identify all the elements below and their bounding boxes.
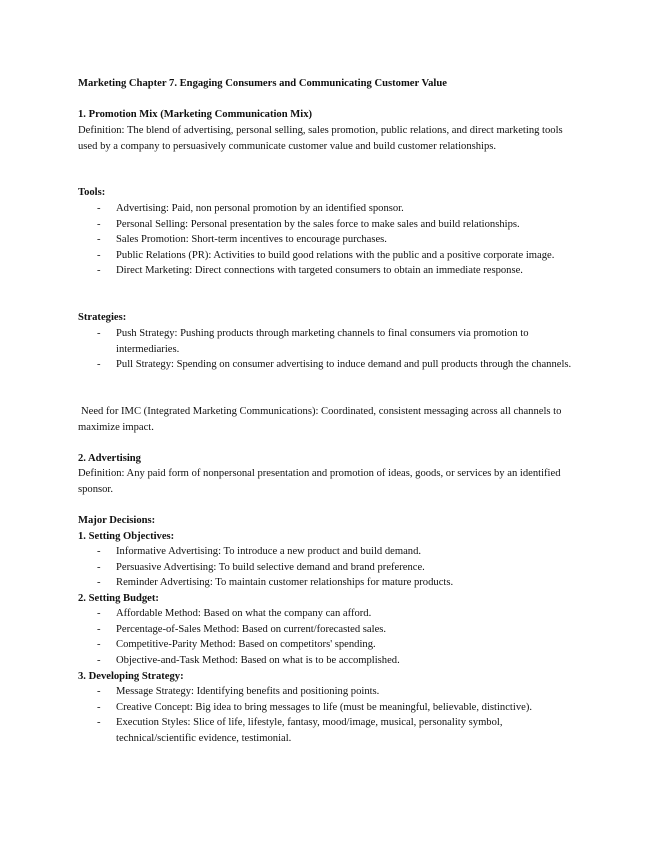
objectives-list bbox=[78, 544, 583, 591]
section-1-heading: 1. Promotion Mix (Marketing Communication Mix) bbox=[78, 109, 313, 120]
strategies-heading: Strategies: bbox=[78, 312, 127, 323]
list-item: - Pull Strategy: Spending on consumer advertising to induce demand and pull products through the channels. bbox=[78, 357, 583, 373]
tools-heading: Tools: bbox=[78, 187, 106, 198]
document-title: Marketing Chapter 7. Engaging Consumers and Communicating Customer Value bbox=[78, 78, 447, 89]
section-2-definition: Definition: Any paid form of nonpersonal presentation and promotion of ideas, goods, or services by an identified sponsor. bbox=[78, 468, 561, 495]
list-item: - Message Strategy: Identifying benefits and positioning points. bbox=[78, 684, 583, 700]
objectives-heading: 1. Setting Objectives: bbox=[78, 531, 175, 542]
list-item: - Informative Advertising: To introduce a new product and build demand. bbox=[78, 544, 583, 560]
list-item: - Affordable Method: Based on what the company can afford. bbox=[78, 606, 583, 622]
section-2-heading: 2. Advertising bbox=[78, 453, 141, 464]
tools-list bbox=[78, 201, 583, 279]
list-item: - Creative Concept: Big idea to bring messages to life (must be meaningful, believable, distinctive). bbox=[78, 700, 583, 716]
budget-list bbox=[78, 606, 583, 668]
list-item: - Public Relations (PR): Activities to build good relations with the public and a positive corporate image. bbox=[78, 248, 583, 264]
list-item: - Personal Selling: Personal presentation by the sales force to make sales and build relationships. bbox=[78, 217, 583, 233]
strategy-list bbox=[78, 684, 583, 746]
imc-note: Need for IMC (Integrated Marketing Communications): Coordinated, consistent messaging across all channels to maximize impact. bbox=[78, 406, 562, 433]
budget-heading: 2. Setting Budget: bbox=[78, 593, 159, 604]
list-item: - Competitive-Parity Method: Based on competitors' spending. bbox=[78, 637, 583, 653]
list-item: - Sales Promotion: Short-term incentives to encourage purchases. bbox=[78, 232, 583, 248]
list-item: - Direct Marketing: Direct connections with targeted consumers to obtain an immediate response. bbox=[78, 263, 583, 279]
list-item: - Persuasive Advertising: To build selective demand and brand preference. bbox=[78, 560, 583, 576]
section-1-definition: Definition: The blend of advertising, personal selling, sales promotion, public relations, and direct marketing tools used by a company to persuasively communicate customer value and build customer relationships. bbox=[78, 125, 563, 152]
list-item: - Advertising: Paid, non personal promotion by an identified sponsor. bbox=[78, 201, 583, 217]
strategy-heading: 3. Developing Strategy: bbox=[78, 671, 184, 682]
major-decisions-heading: Major Decisions: bbox=[78, 515, 156, 526]
list-item: - Percentage-of-Sales Method: Based on current/forecasted sales. bbox=[78, 622, 583, 638]
list-item: - Execution Styles: Slice of life, lifestyle, fantasy, mood/image, musical, personality symbol, technical/scientific evidence, testimonial. bbox=[78, 715, 583, 746]
list-item: - Reminder Advertising: To maintain customer relationships for mature products. bbox=[78, 575, 583, 591]
list-item: - Objective-and-Task Method: Based on what is to be accomplished. bbox=[78, 653, 583, 669]
strategies-list bbox=[78, 326, 583, 373]
list-item: - Push Strategy: Pushing products through marketing channels to final consumers via promotion to intermediaries. bbox=[78, 326, 583, 357]
